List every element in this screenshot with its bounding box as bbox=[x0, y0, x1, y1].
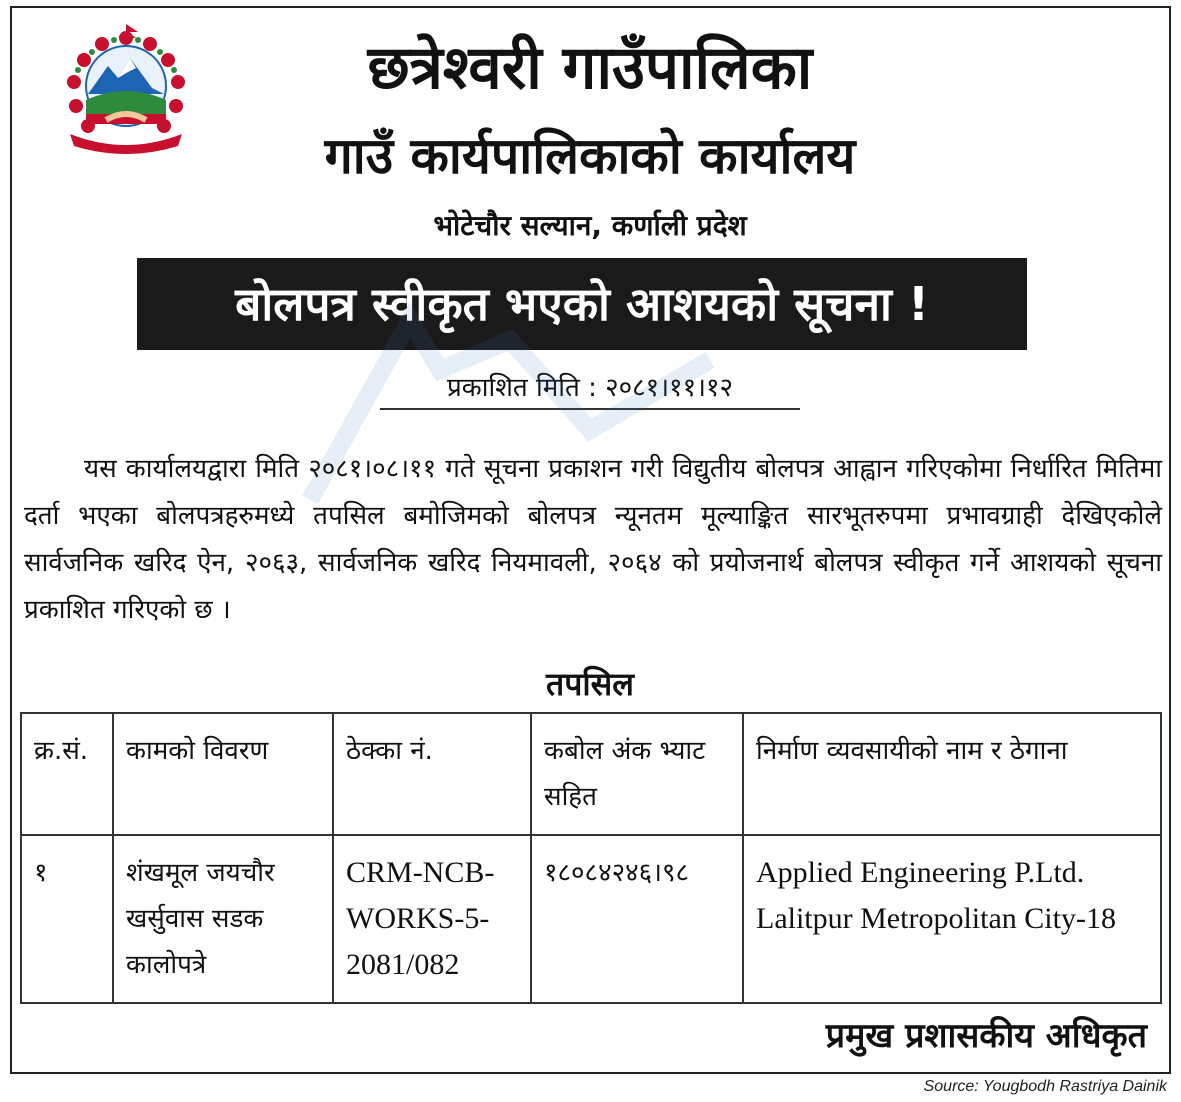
table-header-row bbox=[21, 713, 1161, 835]
notice-banner: बोलपत्र स्वीकृत भएको आशयको सूचना ! bbox=[137, 258, 1027, 350]
publication-date: प्रकाशित मिति : २०८१।११।१२ bbox=[380, 368, 800, 410]
header-sn: क्र.सं. bbox=[21, 713, 113, 835]
notice-body: यस कार्यालयद्वारा मिति २०८१।०८।११ गते सूचना प्रकाशन गरी विद्युतीय बोलपत्र आह्वान गरिएकोमा निर्धारित मितिमा दर्ता भएका बोलपत्रहरुमध्ये तपसिल बमोजिमको बोलपत्र न्यूनतम मूल्याङ्कित सारभूतरुपमा प्रभावग्राही देखिएकोले सार्वजनिक खरिद ऐन, २०६३, सार्वजनिक खरिद नियमावली, २०६४ को प्रयोजनार्थ बोलपत्र स्वीकृत गर्ने आशयको सूचना प्रकाशित गरिएको छ । bbox=[24, 454, 1162, 625]
cell-work: शंखमूल जयचौर खर्सुवास सडक कालोपत्रे bbox=[113, 835, 333, 1003]
header-contract-no: ठेक्का नं. bbox=[333, 713, 531, 835]
cell-sn: १ bbox=[21, 835, 113, 1003]
cell-contractor: Applied Engineering P.Ltd. Lalitpur Metropolitan City-18 bbox=[743, 835, 1161, 1003]
cell-contract-no: CRM-NCB-WORKS-5-2081/082 bbox=[333, 835, 531, 1003]
nepal-government-emblem-icon bbox=[56, 22, 196, 158]
schedule-table bbox=[20, 712, 1162, 1004]
cell-bid-amount: १८०८४२४६।९८ bbox=[531, 835, 743, 1003]
municipality-title: छत्रेश्वरी गाउँपालिका bbox=[367, 33, 813, 103]
header-contractor: निर्माण व्यवसायीको नाम र ठेगाना bbox=[743, 713, 1161, 835]
header-work: कामको विवरण bbox=[113, 713, 333, 835]
office-title: गाउँ कार्यपालिकाको कार्यालय bbox=[324, 127, 856, 185]
table-row bbox=[21, 835, 1161, 1003]
signatory-title: प्रमुख प्रशासकीय अधिकृत bbox=[825, 1016, 1147, 1056]
schedule-title: तपसिल bbox=[545, 665, 635, 703]
header-bid-amount: कबोल अंक भ्याट सहित bbox=[531, 713, 743, 835]
office-address: भोटेचौर सल्यान, कर्णाली प्रदेश bbox=[433, 209, 747, 242]
source-credit: Source: Yougbodh Rastriya Dainik bbox=[923, 1078, 1167, 1095]
